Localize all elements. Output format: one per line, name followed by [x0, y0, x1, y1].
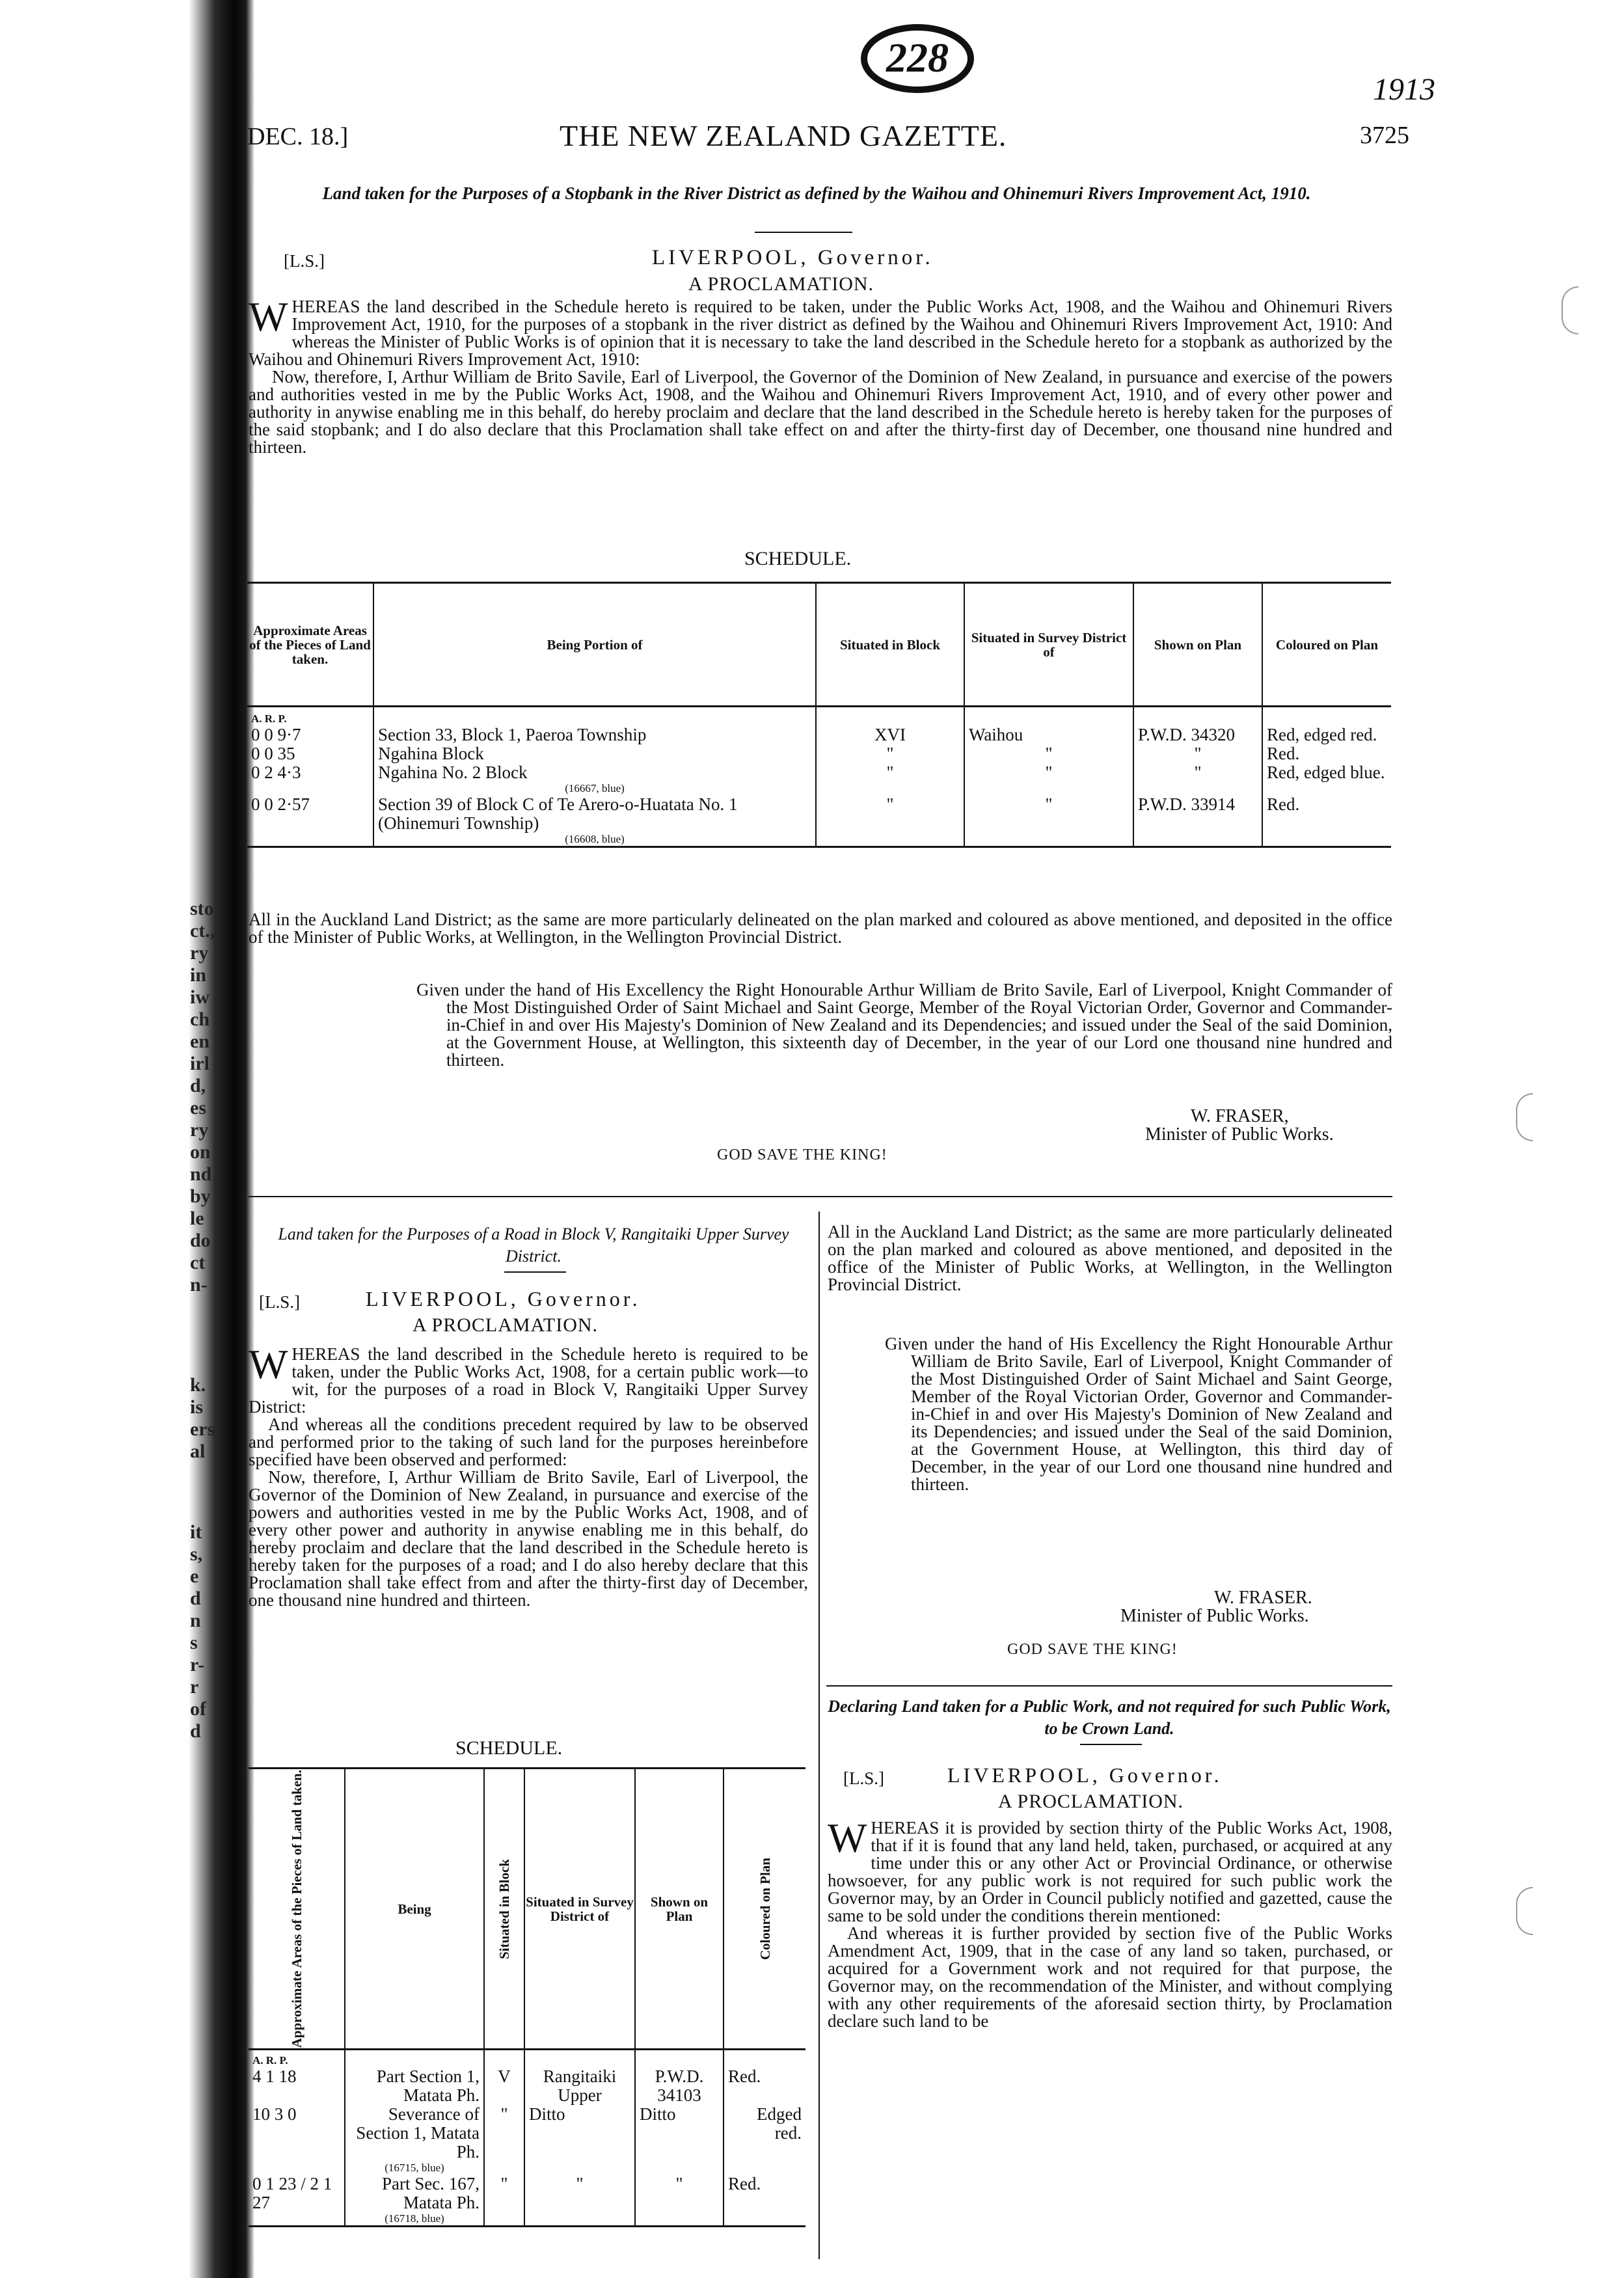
section1-signer-title: Minister of Public Works. [1145, 1124, 1334, 1145]
edge-fragment: do [190, 1230, 211, 1251]
edge-fragment: k. [190, 1374, 206, 1396]
section2-para3: Now, therefore, I, Arthur William de Brito Savile, Earl of Liverpool, the Governor of the Dominion of New Zealand, in pursuance and exercise of the powers and authorities vested in me by the Public Works Act, 1908, and of every other power and authority in anywise enabling me in this behalf, do hereby proclaim and declare that the land described in the Schedule hereto is hereby taken for the purposes of a road; and I do also hereby declare that this Proclamation shall take effect from and after the thirty-first day of December, one thousand nine hundred and thirteen. [249, 1467, 808, 1610]
cell-colour: Red. [724, 2067, 805, 2105]
cell-block: " [816, 795, 964, 847]
cell-plan: Ditto [635, 2105, 724, 2175]
section2-seal: [L.S.] [259, 1292, 300, 1312]
cell-portion-text: Ngahina No. 2 Block [378, 763, 528, 782]
page-number: 3725 [1360, 122, 1409, 149]
handwritten-year: 1913 [1373, 72, 1435, 107]
cell-plan: " [635, 2175, 724, 2227]
section1-para2: Now, therefore, I, Arthur William de Brito Savile, Earl of Liverpool, the Governor of the Dominion of New Zealand, in pursuance and exercise of the powers and authorities vested in me by the Public Works Act, 1908, and the Waihou and Ohinemuri Rivers Improvement Act, 1910, and of every other power and authority in anywise enabling me in this behalf, do hereby proclaim and declare that the land described in the Schedule hereto is hereby taken for the purposes of the said stopbank; and I do also declare that this Proclamation shall take effect on and after the thirty-first day of December, one thousand nine hundred and thirteen. [249, 367, 1392, 457]
cell-being-text: Part Sec. 167, Matata Ph. [382, 2174, 480, 2213]
section2-governor: LIVERPOOL, Governor. [366, 1287, 641, 1310]
edge-fragment: it [190, 1521, 202, 1543]
edge-fragment: irl [190, 1053, 210, 1074]
edge-fragment: is [190, 1396, 204, 1418]
table-row [247, 744, 1391, 763]
cell-being: Part Section 1, Matata Ph. [345, 2067, 484, 2105]
cell-block: " [816, 763, 964, 795]
col-plan: Shown on Plan [1133, 583, 1262, 707]
edge-fragment: by [190, 1186, 211, 1207]
col-colour: Coloured on Plan [1262, 583, 1391, 707]
section3-para1: HEREAS it is provided by section thirty of the Public Works Act, 1908, that if it is found that any land held, taken, purchased, or acquired at any time under this or any other Act or Provincial Ordinance, or otherwise howsoever, for any public work is not required for such public work the Governor may, by an Order in Council publicly notified and gazetted, cause the same to be sold under the conditions therein mentioned: [828, 1819, 1392, 1925]
col-colour: Coloured on Plan [724, 1769, 805, 2050]
section1-governor: LIVERPOOL, Governor. [652, 246, 934, 269]
section2-body [249, 1341, 808, 1610]
section2-signer-title: Minister of Public Works. [1120, 1606, 1309, 1626]
cell-district: Rangitaiki Upper [524, 2067, 635, 2105]
section1-seal: [L.S.] [284, 251, 325, 271]
section2-given-paragraph: Given under the hand of His Excellency the Right Honourable Arthur William de Brito Savile, Earl of Liverpool, Knight Commander of the Most Distinguished Order of Saint Michael and Saint George, Member of the Royal Victorian Order, Governor and Commander-in-Chief in and over His Majesty's Dominion of New Zealand and its Dependencies; and issued under the Seal of the said Dominion, at the Government House, at Wellington, this third day of December, in the year of our Lord one thousand nine hundred and thirteen. [885, 1334, 1392, 1494]
col-block: Situated in Block [484, 1769, 524, 2050]
edge-fragment: ers [190, 1418, 215, 1440]
section3-title: Declaring Land taken for a Public Work, and not required for such Public Work, to be Crown Land. [828, 1697, 1391, 1738]
col-area: Approximate Areas of the Pieces of Land taken. [249, 1769, 345, 2050]
cell-area: 0 0 35 [247, 744, 373, 763]
edge-fragment: nd [190, 1163, 212, 1185]
cell-area: 0 1 23 / 2 1 27 [249, 2175, 345, 2227]
edge-fragment: ct [190, 1252, 206, 1273]
col-district: Situated in Survey District of [524, 1769, 635, 2050]
section1-given-paragraph: Given under the hand of His Excellency the Right Honourable Arthur William de Brito Savile, Earl of Liverpool, Knight Commander of the Most Distinguished Order of Saint Michael and Saint George, Member of the Royal Victorian Order, Governor and Commander-in-Chief in and over His Majesty's Dominion of New Zealand and its Dependencies; and issued under the Seal of the said Dominion, at the Government House, at Wellington, this sixteenth day of December, in the year of our Lord one thousand nine hundred and thirteen. [416, 980, 1392, 1070]
edge-fragment: es [190, 1097, 206, 1119]
col-block: Situated in Block [816, 583, 964, 707]
edge-fragment: n [190, 1610, 201, 1631]
margin-scan-mark [1516, 1093, 1533, 1141]
divider [1080, 1744, 1142, 1745]
section2-dropcap: W [249, 1341, 288, 1387]
cell-colour: Red. [1262, 744, 1391, 763]
cell-district: " [964, 763, 1133, 795]
edge-fragment: sto [190, 898, 214, 919]
section2-title: Land taken for the Purposes of a Road in Block V, Rangitaiki Upper Survey District. [278, 1225, 789, 1266]
edge-fragment: ch [190, 1009, 210, 1030]
cell-district: " [524, 2175, 635, 2227]
margin-scan-mark [1516, 1887, 1533, 1935]
edge-fragment: en [190, 1031, 210, 1052]
cell-being-text: Severance of Section 1, Matata Ph. [356, 2104, 480, 2162]
section1-title: Land taken for the Purposes of a Stopbank in the River District as defined by the Waihou and Ohinemuri Rivers Improvement Act, 1910. [322, 183, 1311, 203]
section1-body [249, 293, 1392, 457]
table-row [249, 2067, 805, 2105]
divider [504, 1271, 566, 1273]
cell-block: " [484, 2105, 524, 2175]
section1-schedule-table [247, 582, 1391, 848]
cell-block: " [816, 744, 964, 763]
edge-fragment: s, [190, 1543, 203, 1565]
edge-fragment: r- [190, 1654, 205, 1675]
edge-fragment: d [190, 1588, 201, 1609]
edge-fragment: e [190, 1566, 199, 1587]
cell-district: " [964, 795, 1133, 847]
edge-fragment: ry [190, 1119, 209, 1141]
cell-block: V [484, 2067, 524, 2105]
section1-signer: W. FRASER, [1191, 1106, 1289, 1126]
edge-fragment: r [190, 1676, 199, 1698]
cell-area: 0 2 4·3 [247, 763, 373, 795]
cell-district: Waihou [964, 725, 1133, 744]
section2-schedule-table [249, 1767, 805, 2227]
section-divider [249, 1196, 1392, 1197]
section3-proclamation-heading: A PROCLAMATION. [998, 1791, 1184, 1812]
cell-area: 0 0 9·7 [247, 725, 373, 744]
cell-portion [373, 763, 816, 795]
cell-colour: Red. [1262, 795, 1391, 847]
divider [755, 232, 852, 233]
cell-being [345, 2175, 484, 2227]
arp-units: A. R. P. [247, 707, 373, 726]
issue-date: DEC. 18.] [247, 123, 349, 150]
table-row [247, 763, 1391, 795]
edge-fragment: al [190, 1441, 206, 1462]
cell-plan: P.W.D. 34320 [1133, 725, 1262, 744]
cell-area: 4 1 18 [249, 2067, 345, 2105]
table-row [249, 2105, 805, 2175]
section2-para1: HEREAS the land described in the Schedule hereto is required to be taken, under the Public Works Act, 1908, for a certain public work—to wit, for the purposes of a road in Block V, Rangitaiki Upper Survey District: [249, 1344, 808, 1417]
arp-units: A. R. P. [249, 2050, 345, 2068]
section1-god-save-the-king: GOD SAVE THE KING! [717, 1146, 887, 1163]
section2-district-paragraph: All in the Auckland Land District; as the same are more particularly delineated on the plan marked and coloured as above mentioned, and deposited in the office of the Minister of Public Works, at Wellington, in the Wellington Provincial District. [828, 1222, 1392, 1294]
cell-colour: Red, edged blue. [1262, 763, 1391, 795]
section2-signer: W. FRASER. [1214, 1588, 1312, 1608]
section1-schedule-title: SCHEDULE. [744, 548, 852, 569]
section-divider [826, 1685, 1392, 1687]
cell-block: XVI [816, 725, 964, 744]
stamp-number: 228 [886, 34, 949, 81]
section1-dropcap: W [249, 293, 288, 340]
edge-fragment: on [190, 1141, 211, 1163]
plan-note: (16715, blue) [385, 2162, 444, 2175]
cell-colour: Red, edged red. [1262, 725, 1391, 744]
col-portion: Being Portion of [373, 583, 816, 707]
section3-dropcap: W [828, 1819, 867, 1861]
cell-district: Ditto [524, 2105, 635, 2175]
col-being: Being [345, 1769, 484, 2050]
col-district: Situated in Survey District of [964, 583, 1133, 707]
cell-portion: Section 33, Block 1, Paeroa Township [373, 725, 816, 744]
edge-fragment: in [190, 964, 207, 986]
section1-proclamation-heading: A PROCLAMATION. [688, 273, 874, 295]
edge-fragment: of [190, 1698, 206, 1720]
cell-plan: P.W.D. 33914 [1133, 795, 1262, 847]
cell-being [345, 2105, 484, 2175]
section3-governor: LIVERPOOL, Governor. [947, 1763, 1223, 1787]
margin-scan-mark [1562, 286, 1578, 334]
cell-plan: P.W.D. 34103 [635, 2067, 724, 2105]
cell-area: 0 0 2·57 [247, 795, 373, 847]
cell-block: " [484, 2175, 524, 2227]
table-row [247, 725, 1391, 744]
edge-text-fragments [190, 898, 216, 1742]
cell-colour: Red. [724, 2175, 805, 2227]
edge-fragment: iw [190, 986, 210, 1008]
section2-proclamation-heading: A PROCLAMATION. [413, 1314, 599, 1336]
section3-body [828, 1819, 1392, 2262]
cell-portion [373, 795, 816, 847]
section2-god-save-the-king: GOD SAVE THE KING! [1007, 1641, 1178, 1658]
section2-schedule-title: SCHEDULE. [455, 1737, 563, 1759]
section1-district-paragraph: All in the Auckland Land District; as the same are more particularly delineated on the plan marked and coloured as above mentioned, and deposited in the office of the Minister of Public Works, at Wellington, in the Wellington Provincial District. [249, 910, 1392, 947]
section3-seal: [L.S.] [843, 1769, 884, 1788]
table-row [247, 795, 1391, 847]
table-row [249, 2175, 805, 2227]
plan-note: (16718, blue) [385, 2212, 444, 2225]
plan-note: (16608, blue) [565, 833, 625, 845]
cell-district: " [964, 744, 1133, 763]
edge-fragment: le [190, 1208, 204, 1229]
edge-fragment: n- [190, 1274, 208, 1295]
section1-para1: HEREAS the land described in the Schedule hereto is required to be taken, under the Public Works Act, 1908, and the Waihou and Ohinemuri Rivers Improvement Act, 1910, for the purposes of a stopbank in the river district as defined by the Waihou and Ohinemuri Rivers Improvement Act, 1910: And whereas the Minister of Public Works is of opinion that it is necessary to take the land described in the Schedule hereto for a stopbank as authorized by the Waihou and Ohinemuri Rivers Improvement Act, 1910: [249, 297, 1392, 369]
edge-fragment: s [190, 1632, 198, 1653]
edge-fragment: ct., [190, 920, 215, 942]
handwritten-stamp [859, 18, 976, 96]
edge-fragment: d, [190, 1075, 206, 1096]
edge-fragment: ry [190, 942, 209, 964]
cell-colour: Edged red. [724, 2105, 805, 2175]
cell-area: 10 3 0 [249, 2105, 345, 2175]
section3-para2: And whereas it is further provided by section five of the Public Works Amendment Act, 1909, that in the case of any land so taken, purchased, or acquired for a Government work and not required for that purpose, the Governor may, on the recommendation of the Minister, and without complying with any other requirements of the aforesaid section thirty, by Proclamation declare such land to be [828, 1923, 1392, 2031]
section2-para2: And whereas all the conditions precedent required by law to be observed and performed prior to the taking of such land for the purposes hereinbefore specified have been observed and performed: [249, 1415, 808, 1469]
cell-portion-text: Section 39 of Block C of Te Arero-o-Huatata No. 1 (Ohinemuri Township) [378, 794, 738, 833]
col-plan: Shown on Plan [635, 1769, 724, 2050]
column-divider [819, 1212, 820, 2259]
cell-plan: " [1133, 763, 1262, 795]
edge-fragment: d [190, 1720, 201, 1742]
plan-note: (16667, blue) [565, 782, 625, 794]
cell-portion: Ngahina Block [373, 744, 816, 763]
cell-plan: " [1133, 744, 1262, 763]
col-area: Approximate Areas of the Pieces of Land taken. [247, 583, 373, 707]
gazette-title: THE NEW ZEALAND GAZETTE. [560, 119, 1007, 152]
